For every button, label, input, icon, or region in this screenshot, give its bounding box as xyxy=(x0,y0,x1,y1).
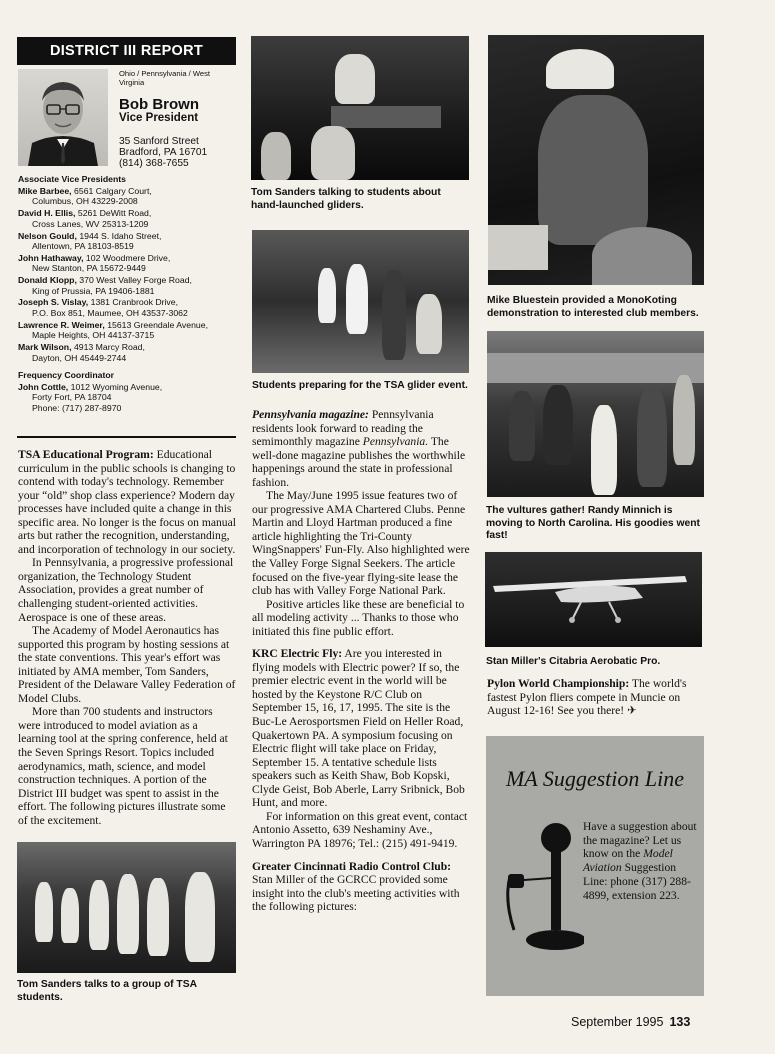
avp-entry xyxy=(18,320,240,341)
tsa-students-group-photo xyxy=(17,842,236,973)
pa-paragraph-3: Positive articles like these are beneficial to all modeling activity ... Thanks to those who initiated this fine public effort. xyxy=(252,597,465,638)
district-report-title: DISTRICT III REPORT xyxy=(17,37,236,65)
avp-address-line2: Maple Heights, OH 44137-3715 xyxy=(32,330,155,341)
freq-address-line1: 1012 Wyoming Avenue, xyxy=(70,381,163,392)
pylon-heading: Pylon World Championship: xyxy=(487,677,630,690)
avp-address-line2: Columbus, OH 43229-2008 xyxy=(32,196,138,207)
avp-name: David H. Ellis, xyxy=(18,208,76,219)
gliders-talk-photo xyxy=(251,36,469,180)
pa-magazine-heading: Pennsylvania magazine: xyxy=(252,408,369,421)
avp-address-line1: 102 Woodmere Drive, xyxy=(85,252,171,263)
vp-portrait-illustration xyxy=(18,69,108,166)
avp-name: Mike Barbee, xyxy=(18,185,72,196)
pa-paragraph-1b: The well-done magazine publishes the worthwhile happenings around the state in professional fashion. xyxy=(252,435,466,489)
vp-portrait-photo xyxy=(18,69,108,166)
vp-address-line2: Bradford, PA 16701 xyxy=(119,147,208,159)
avp-name: Lawrence R. Weimer, xyxy=(18,319,105,330)
avp-name: Joseph S. Vislay, xyxy=(18,297,89,308)
pa-paragraph-1a: Pennsylvania residents look forward to reading the semimonthly magazine xyxy=(252,408,434,449)
col2-articles xyxy=(252,408,470,914)
associate-vps-list xyxy=(18,174,240,413)
suggestion-line-box xyxy=(486,736,704,996)
pa-paragraph-2: The May/June 1995 issue features two of our progressive AMA Chartered Clubs. Penne Martin and Lloyd Hartman produced a fine article highlighting the Tri-County WingSnappers' Fun-Fly. Also highlighted were the Valley Forge Signal Seekers. The article focused on the five-year flying-site lease the club has with Valley Forge National Park. xyxy=(252,489,470,598)
avp-address-line1: 1944 S. Idaho Street, xyxy=(79,230,162,241)
freq-address-line2: Forty Fort, PA 18704 xyxy=(32,392,112,403)
tsa-paragraph-1: Educational curriculum in the public schools is changing to contend with today's technology. Remember your “old” shop class experience? Modern day processes have included quite a change in this specific area. No longer is the focus on manual arts but rather the recognition, understanding, and incorporation of technology in our society. xyxy=(18,448,236,556)
district-region: Ohio / Pennsylvania / West Virginia xyxy=(119,69,211,87)
avp-address-line1: 15613 Greendale Avenue, xyxy=(107,319,208,330)
monokote-demo-photo xyxy=(488,35,704,285)
avp-entry xyxy=(18,342,240,363)
section-divider xyxy=(17,436,236,438)
frequency-coordinator-heading: Frequency Coordinator xyxy=(18,369,115,380)
avp-name: Nelson Gould, xyxy=(18,230,77,241)
krc-heading: KRC Electric Fly: xyxy=(252,647,343,661)
pa-paragraph-1-magazine: Pennsylvania. xyxy=(362,435,429,449)
freq-phone: Phone: (717) 287-8970 xyxy=(32,402,122,413)
avp-address-line1: 6561 Calgary Court, xyxy=(74,185,152,196)
tsa-paragraph-4: More than 700 students and instructors were introduced to model aviation as a learning tool at the spring conference, held at the Seven Springs Resort. Topics included aerodynamics, math, science, and model construction techniques. A portion of the District III budget was spent to assist in the effort. The following pictures illustrate some of the excitement. xyxy=(18,705,228,827)
avp-address-line2: Allentown, PA 18103-8519 xyxy=(32,240,134,251)
caption-tsa-group: Tom Sanders talks to a group of TSA students. xyxy=(17,979,197,1003)
tsa-heading: TSA Educational Program: xyxy=(18,448,154,461)
citabria-plane-photo xyxy=(485,552,702,647)
avp-address-line1: 4913 Marcy Road, xyxy=(73,342,145,353)
avp-entry xyxy=(18,297,240,318)
page-footer xyxy=(571,1015,690,1029)
caption-citabria: Stan Miller's Citabria Aerobatic Pro. xyxy=(486,656,661,667)
avp-address-line1: 5261 DeWitt Road, xyxy=(77,208,152,219)
avp-address-line2: P.O. Box 851, Maumee, OH 43537-3062 xyxy=(32,307,188,318)
citabria-airplane-illustration xyxy=(485,552,702,647)
glider-event-photo xyxy=(252,230,469,373)
avp-entry xyxy=(18,208,240,229)
pylon-article xyxy=(487,677,707,718)
page-number: 133 xyxy=(669,1015,691,1029)
vp-address xyxy=(119,136,207,170)
krc-paragraph-1: Are you interested in flying models with Electric power? If so, the premier electric event in the world will be hosted by the Keystone R/C Club on September 15, 16, 17, 1995. The site is the Buc-Le Aerosportsmen Field on Heller Road, Quakertown PA. A symposium focusing on Electric flight will take place on Friday, September 15. A tentative schedule lists speakers such as Keith Shaw, Bob Kopski, Clyde Geist, Bob Aberle, Larry Sribnick, Bob Hunt, and more. xyxy=(252,647,465,810)
gcrcc-paragraph-1: Stan Miller of the GCRCC provided some insight into the club's meeting activities with the following pictures: xyxy=(252,873,460,914)
vp-address-line1: 35 Sanford Street xyxy=(119,136,199,147)
avp-entry xyxy=(18,186,240,207)
suggestion-text-a: Have a suggestion about the magazine? Let us know on the xyxy=(583,820,697,861)
tsa-article xyxy=(18,448,237,827)
avp-address-line1: 370 West Valley Forge Road, xyxy=(79,275,192,286)
caption-glider-event: Students preparing for the TSA glider event. xyxy=(252,380,468,391)
avp-address-line1: 1381 Cranbrook Drive, xyxy=(90,297,179,308)
candlestick-telephone-icon xyxy=(500,820,584,970)
tsa-paragraph-3: The Academy of Model Aeronautics has supported this program by hosting sessions at the state conventions. This year's effort was initiated by AMA member, Tom Sanders, President of the Delaware Valley Federation of Model Clubs. xyxy=(18,624,236,705)
avp-name: Mark Wilson, xyxy=(18,342,72,353)
suggestion-line-text xyxy=(583,820,701,902)
avp-entry xyxy=(18,253,240,274)
avp-name: John Hathaway, xyxy=(18,252,84,263)
pylon-text: The world's fastest Pylon fliers compete in Muncie on August 12-16! See you there! xyxy=(487,677,687,718)
frequency-coordinator-entry xyxy=(18,382,240,413)
krc-paragraph-2: For information on this great event, contact Antonio Assetto, 639 Neshaminy Ave., Warrington PA 18976; Tel.: (215) 491-9419. xyxy=(252,809,468,850)
vp-phone: (814) 368-7655 xyxy=(119,158,189,170)
avp-name: Donald Klopp, xyxy=(18,275,77,286)
suggestion-text-b: Suggestion Line: phone (317) 288-4899, extension 223. xyxy=(583,861,691,902)
vp-title: Vice President xyxy=(119,112,199,124)
gcrcc-heading: Greater Cincinnati Radio Control Club: xyxy=(252,859,452,873)
vp-name: Bob Brown xyxy=(119,96,199,113)
freq-name: John Cottle, xyxy=(18,381,69,392)
associate-vps-heading: Associate Vice Presidents xyxy=(18,174,127,184)
suggestion-text-italic: Model Aviation xyxy=(583,847,673,875)
caption-monokote: Mike Bluestein provided a MonoKoting demonstration to interested club members. xyxy=(487,295,699,319)
avp-entry xyxy=(18,231,240,252)
avp-address-line2: Cross Lanes, WV 25313-1209 xyxy=(32,218,149,229)
suggestion-line-title: MA Suggestion Line xyxy=(505,766,685,791)
avp-address-line2: King of Prussia, PA 19406-1881 xyxy=(32,285,155,296)
caption-vultures: The vultures gather! Randy Minnich is moving to North Carolina. His goodies went fast! xyxy=(486,505,700,541)
avp-entry xyxy=(18,275,240,296)
avp-address-line2: New Stanton, PA 15672-9449 xyxy=(32,263,146,274)
vultures-gather-photo xyxy=(487,331,704,497)
airplane-icon: ✈ xyxy=(627,704,637,718)
avp-address-line2: Dayton, OH 45449-2744 xyxy=(32,352,127,363)
tsa-paragraph-2: In Pennsylvania, a progressive professional organization, the Technology Student Association, provides a great number of challenging student-oriented activities. Aerospace is one of these areas. xyxy=(18,556,234,624)
issue-date: September 1995 xyxy=(571,1015,664,1029)
caption-gliders-talk: Tom Sanders talking to students about hand-launched gliders. xyxy=(251,187,441,211)
